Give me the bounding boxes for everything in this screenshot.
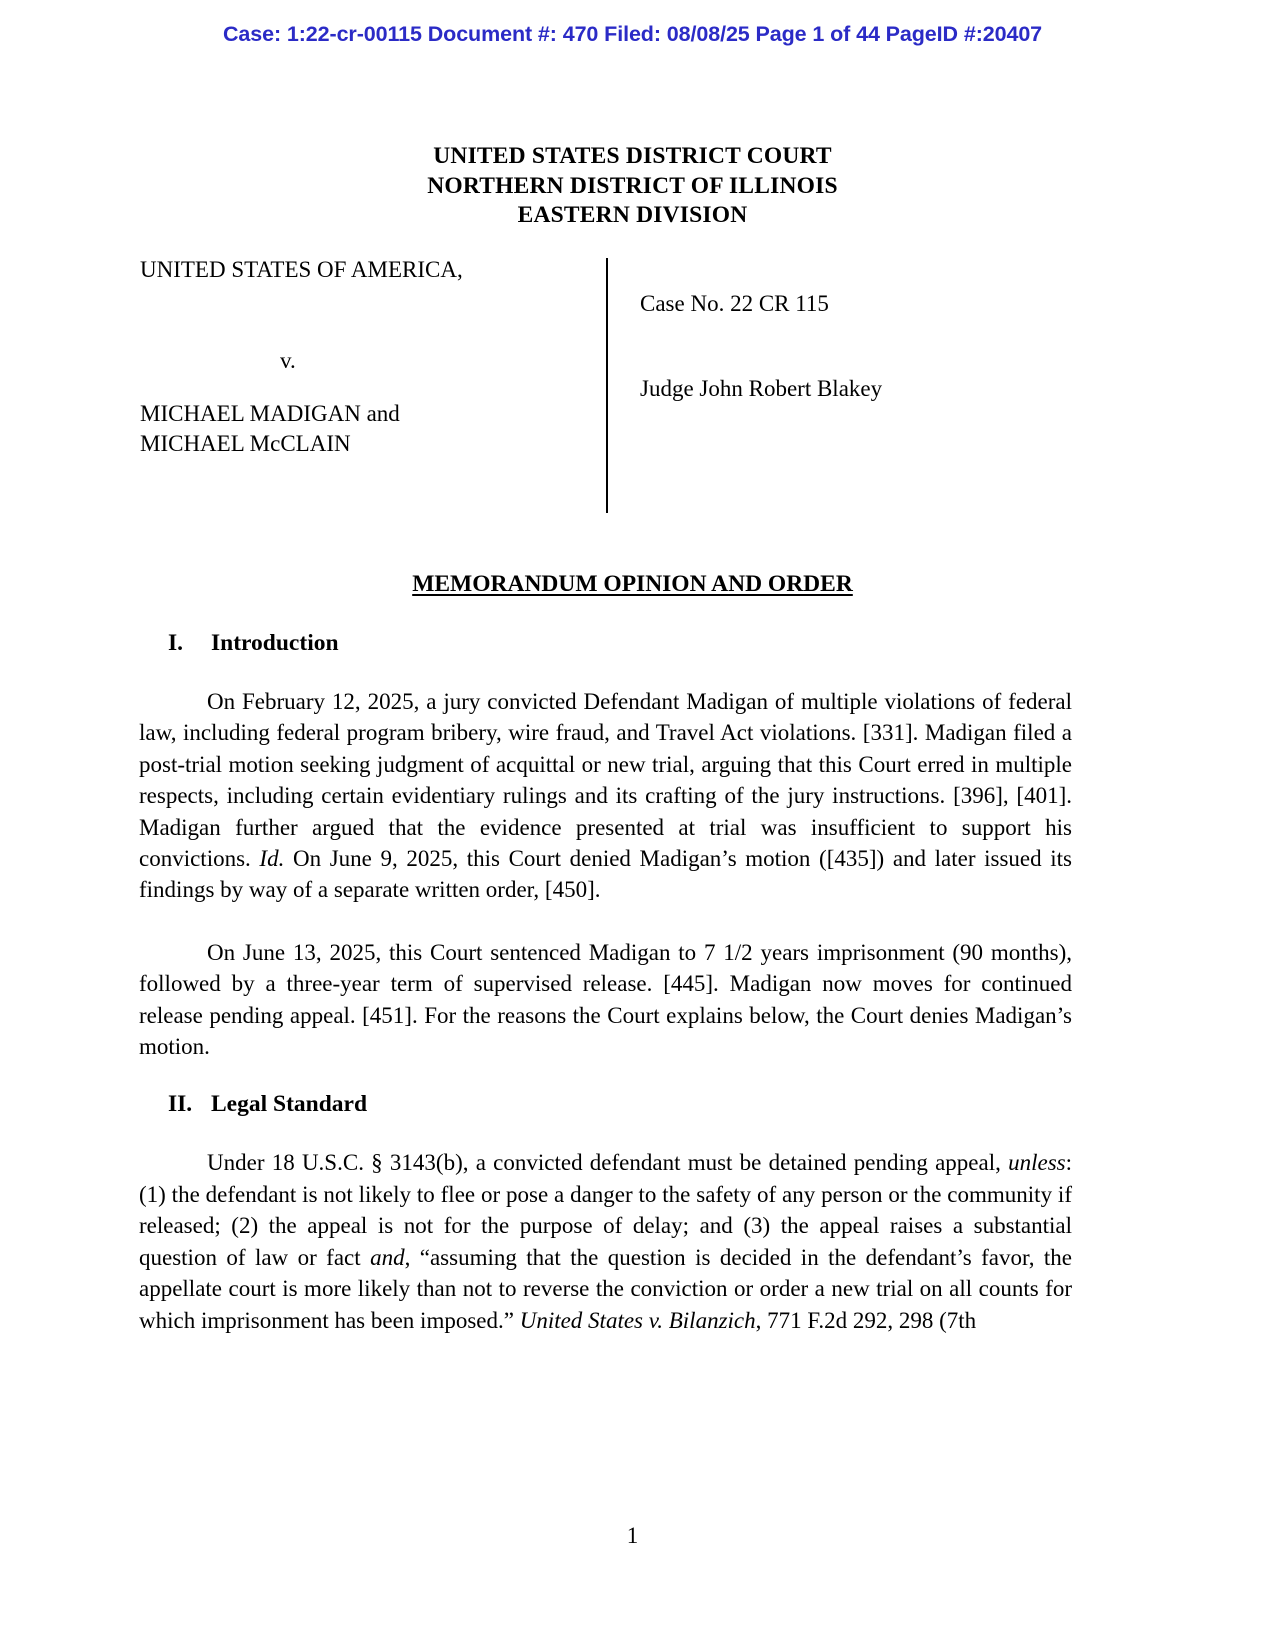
paragraph-legal-1: [139, 1147, 1072, 1335]
court-heading-line-1: UNITED STATES DISTRICT COURT: [433, 143, 832, 169]
caption-divider-rule: [606, 258, 608, 513]
ecf-header-stamp: Case: 1:22-cr-00115 Document #: 470 Filed: 08/08/25 Page 1 of 44 PageID #:20407: [222, 22, 1043, 46]
emphasis-unless: unless: [1008, 1150, 1066, 1176]
court-heading: [0, 142, 1265, 231]
section-heading-legal-standard: [139, 1091, 1072, 1118]
spacer: [139, 906, 1072, 937]
document-title: [0, 571, 1265, 598]
paragraph-legal-1-part4: , 771 F.2d 292, 298 (7th: [755, 1307, 977, 1333]
paragraph-intro-1: [139, 686, 1072, 906]
caption-defendant-1: MICHAEL MADIGAN and: [140, 401, 400, 426]
paragraph-legal-1-part3: , “assuming that the question is decided in the defendant’s favor, the appellate court is more likely than not to reverse the conviction or order a new trial on all counts for which imprisonment has been imposed.”: [139, 1244, 1072, 1333]
paragraph-intro-2: [139, 937, 1072, 1063]
citation-id: Id.: [259, 846, 285, 872]
caption-case-number: Case No. 22 CR 115: [640, 291, 829, 316]
document-body: [139, 630, 1072, 1336]
caption-defendants: [140, 399, 400, 459]
paragraph-intro-1-part2: On June 9, 2025, this Court denied Madigan’s motion ([435]) and later issued its findings by way of a separate written order, [450].: [139, 846, 1072, 903]
section-label-2: Legal Standard: [211, 1091, 368, 1118]
court-heading-line-2: NORTHERN DISTRICT OF ILLINOIS: [427, 172, 838, 199]
spacer: [139, 1062, 1072, 1091]
section-numeral-1: I.: [168, 630, 184, 656]
page-number-footer: 1: [626, 1523, 639, 1548]
spacer: [139, 657, 1072, 686]
section-heading-introduction: [139, 630, 1072, 657]
paragraph-intro-2-text: On June 13, 2025, this Court sentenced Madigan to 7 1/2 years imprisonment (90 months), followed by a three-year term of supervised release. [445]. Madigan now moves for continued release pending appeal. [451]. For the reasons the Court explains below, the Court denies Madigan’s motion.: [139, 939, 1072, 1060]
section-label-1: Introduction: [211, 630, 339, 656]
case-caption: [140, 255, 1120, 517]
document-title-text: MEMORANDUM OPINION AND ORDER: [412, 571, 853, 597]
caption-judge: Judge John Robert Blakey: [640, 376, 883, 401]
case-citation-bilanzich: United States v. Bilanzich: [519, 1307, 756, 1333]
paragraph-intro-1-part1: On February 12, 2025, a jury convicted Defendant Madigan of multiple violations of federal law, including federal program bribery, wire fraud, and Travel Act violations. [331]. Madigan filed a post-trial motion seeking judgment of acquittal or new trial, arguing that this Court erred in multiple respects, including certain evidentiary rulings and its crafting of the jury instructions. [396], [401]. Madigan further argued that the evidence presented at trial was insufficient to support his convictions.: [139, 689, 1072, 872]
paragraph-legal-1-part1: Under 18 U.S.C. § 3143(b), a convicted defendant must be detained pending appeal,: [207, 1150, 1009, 1176]
section-numeral-2: II.: [168, 1091, 193, 1118]
emphasis-and: and: [370, 1244, 405, 1270]
caption-defendant-2: MICHAEL McCLAIN: [140, 431, 351, 456]
court-heading-line-3: EASTERN DIVISION: [517, 202, 748, 228]
spacer: [139, 1118, 1072, 1147]
paragraph-legal-1-part2: : (1) the defendant is not likely to flee or pose a danger to the safety of any person or the community if released; (2) the appeal is not for the purpose of delay; and (3) the appeal raises a substantial question of law or fact: [139, 1150, 1072, 1270]
caption-plaintiff: UNITED STATES OF AMERICA,: [140, 257, 463, 282]
caption-versus: v.: [280, 348, 296, 373]
